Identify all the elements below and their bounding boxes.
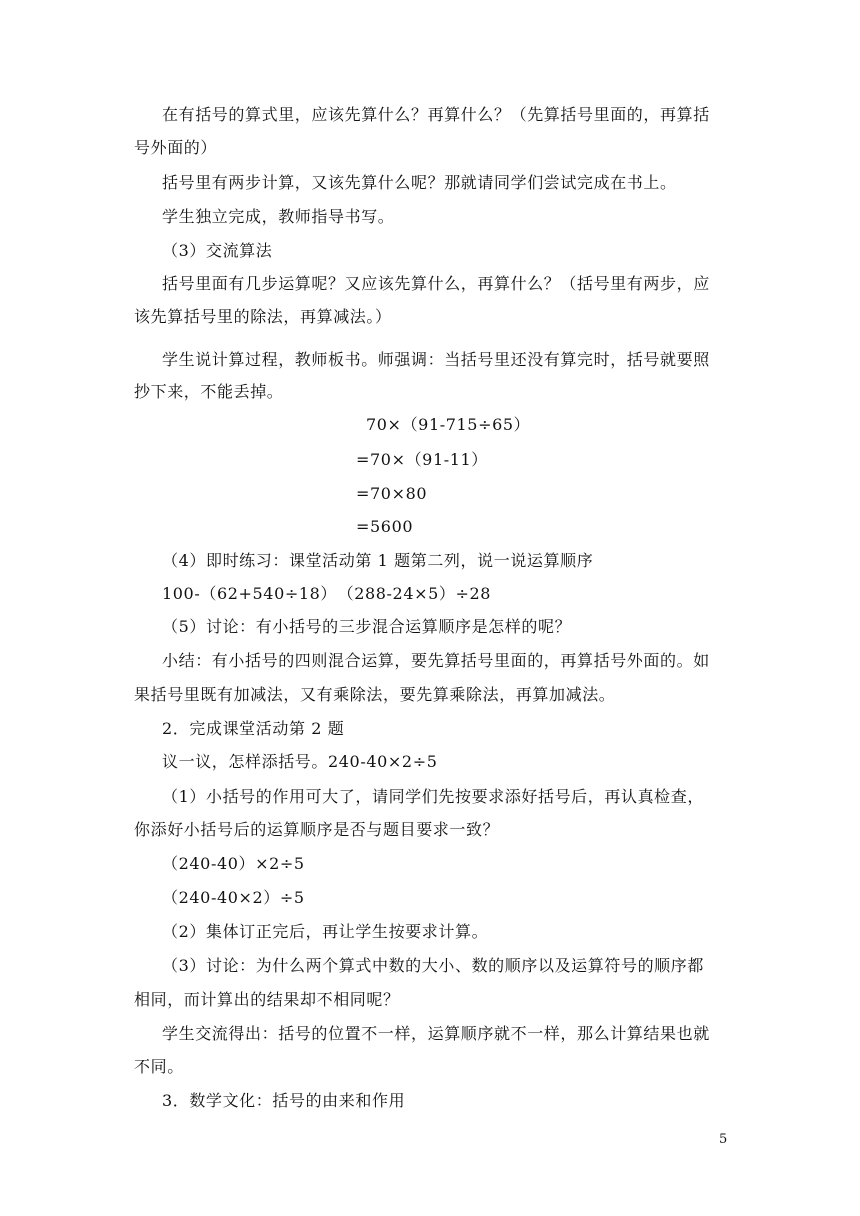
paragraph-line: （2）集体订正完后，再让学生按要求计算。 xyxy=(162,922,489,941)
paragraph-line: 学生说计算过程，教师板书。师强调：当括号里还没有算完时，括号就要照 xyxy=(162,350,710,369)
paragraph-line: 括号里有两步计算，又该先算什么呢？那就请同学们尝试完成在书上。 xyxy=(162,173,677,192)
paragraph-line: 号外面的） xyxy=(134,138,218,157)
exercise-line: （240-40×2）÷5 xyxy=(162,888,305,907)
paragraph-line: 小结：有小括号的四则混合运算，要先算括号里面的，再算括号外面的。如 xyxy=(162,651,710,670)
paragraph-line: 议一议，怎样添括号。240-40×2÷5 xyxy=(162,752,438,771)
exercise-line: 100-（62+540÷18） （288-24×5）÷28 xyxy=(162,584,492,603)
paragraph-line: （3）讨论：为什么两个算式中数的大小、数的顺序以及运算符号的顺序都 xyxy=(162,956,704,975)
paragraph-line: 学生交流得出：括号的位置不一样，运算顺序就不一样，那么计算结果也就 xyxy=(162,1024,710,1043)
paragraph-line: （4）即时练习：课堂活动第 1 题第二列，说一说运算顺序 xyxy=(162,551,594,570)
exercise-line: （240-40）×2÷5 xyxy=(162,854,305,873)
paragraph-line: （5）讨论：有小括号的三步混合运算顺序是怎样的呢？ xyxy=(162,617,572,636)
section-heading: 2．完成课堂活动第 2 题 xyxy=(162,719,345,738)
equation-line: =70×（91-11） xyxy=(356,450,488,469)
section-heading: 3．数学文化：括号的由来和作用 xyxy=(162,1091,406,1110)
section-heading: （3）交流算法 xyxy=(162,241,273,260)
paragraph-line: 果括号里既有加减法，又有乘除法，要先算乘除法，再算加减法。 xyxy=(134,685,616,704)
equation-line: =70×80 xyxy=(356,484,428,503)
page-number: 5 xyxy=(719,1132,728,1147)
paragraph-line: 你添好小括号后的运算顺序是否与题目要求一致？ xyxy=(134,820,500,839)
paragraph-line: 括号里面有几步运算呢？又应该先算什么，再算什么？（括号里有两步，应 xyxy=(162,274,710,293)
paragraph-line: 不同。 xyxy=(134,1057,184,1076)
paragraph-line: 在有括号的算式里，应该先算什么？再算什么？（先算括号里面的，再算括 xyxy=(162,105,710,124)
equation-line: 70×（91-715÷65） xyxy=(366,415,531,434)
paragraph-line: 相同，而计算出的结果却不相同呢？ xyxy=(134,990,400,1009)
paragraph-line: （1）小括号的作用可大了，请同学们先按要求添好括号后，再认真检查， xyxy=(162,787,704,806)
paragraph-line: 学生独立完成，教师指导书写。 xyxy=(162,207,395,226)
paragraph-line: 抄下来，不能丢掉。 xyxy=(134,382,284,401)
paragraph-line: 该先算括号里的除法，再算减法。） xyxy=(134,307,392,326)
equation-line: =5600 xyxy=(356,517,414,536)
